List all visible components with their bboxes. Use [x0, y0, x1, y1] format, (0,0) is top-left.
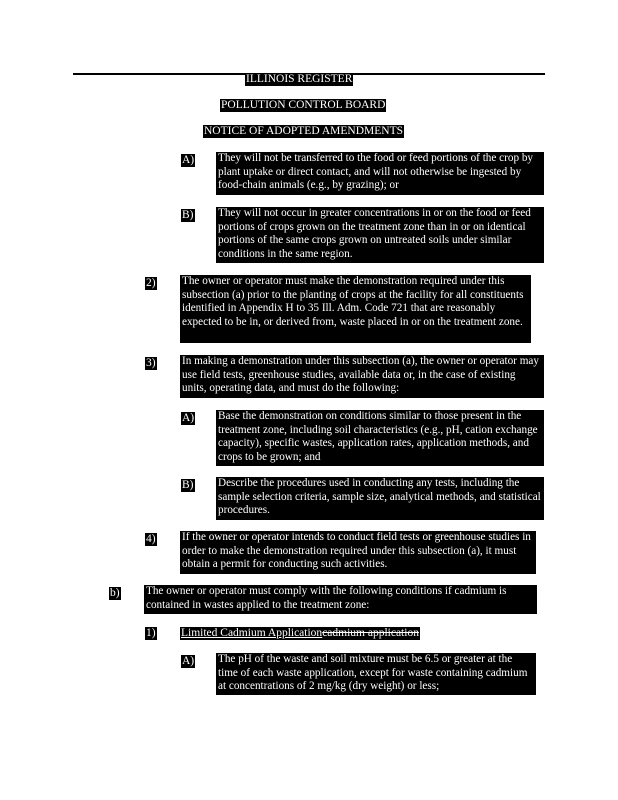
item-label: 2): [146, 277, 156, 289]
item-label: A): [182, 655, 195, 667]
paragraph-a1A: They will not be transferred to the food or feed portions of the crop by plant uptake or direct contact, and will not otherwise be ingested by food-chain animals (e.g., by grazing); or: [216, 152, 544, 195]
heading-b1: [180, 627, 420, 640]
board-title: POLLUTION CONTROL BOARD: [221, 99, 386, 111]
paragraph-a3: In making a demonstration under this subsection (a), the owner or operator may use field tests, greenhouse studies, available data or, in the case of existing units, operating data, and must do the following:: [180, 355, 544, 398]
item-label: A): [182, 154, 195, 166]
paragraph-b1A: The pH of the waste and soil mixture must be 6.5 or greater at the time of each waste application, except for waste containing cadmium at concentrations of 2 mg/kg (dry weight) or less;: [216, 653, 536, 695]
item-label: B): [182, 209, 194, 221]
deleted-text: cadmium application: [322, 627, 419, 639]
paragraph-a4: If the owner or operator intends to conduct field tests or greenhouse studies in order to make the demonstration required under this subsection (a), it must obtain a permit for conducting such activities.: [180, 531, 536, 574]
notice-title: NOTICE OF ADOPTED AMENDMENTS: [204, 125, 404, 137]
register-title: ILLINOIS REGISTER: [246, 73, 353, 85]
inserted-text: Limited Cadmium Application: [181, 627, 323, 639]
item-label: b): [110, 587, 120, 599]
item-label: 3): [146, 357, 156, 369]
item-label: 1): [146, 627, 156, 639]
paragraph-a1B: They will not occur in greater concentrations in or on the food or feed portions of crops grown on the treatment zone than in or on identical portions of the same crops grown on untreated soils under similar conditions in the same region.: [216, 207, 544, 263]
paragraph-a3A: Base the demonstration on conditions similar to those present in the treatment zone, including soil characteristics (e.g., pH, cation exchange capacity), specific wastes, application rates, application methods, and crops to be grown; and: [216, 410, 544, 466]
paragraph-b: The owner or operator must comply with the following conditions if cadmium is contained in wastes applied to the treatment zone:: [144, 585, 537, 614]
paragraph-a3B: Describe the procedures used in conducting any tests, including the sample selection criteria, sample size, analytical methods, and statistical procedures.: [216, 477, 544, 520]
item-label: B): [182, 479, 194, 491]
item-label: 4): [146, 533, 156, 545]
item-label: A): [182, 412, 195, 424]
paragraph-a2: The owner or operator must make the demonstration required under this subsection (a) prior to the planting of crops at the facility for all constituents identified in Appendix H to 35 Ill. Adm. Code 721 that are reasonably expected to be in, or derived from, waste placed in or on the treatment zone.: [180, 275, 531, 343]
